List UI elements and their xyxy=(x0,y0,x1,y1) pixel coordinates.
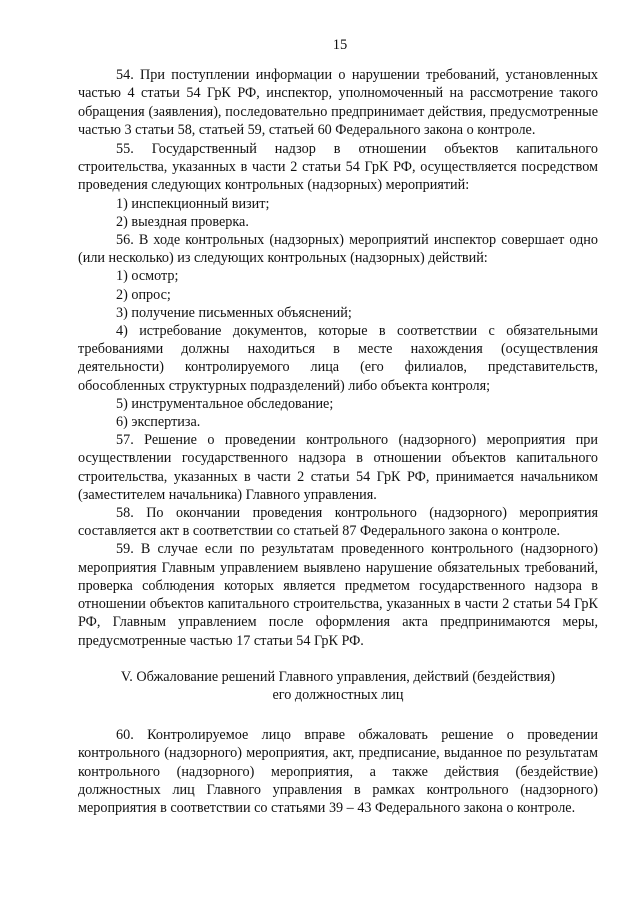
list-item-56-6: 6) экспертиза. xyxy=(116,414,201,431)
paragraph-57: 57. Решение о проведении контрольного (надзорного) мероприятия при осуществлении государственного надзора в отношении объектов капитального строительства, указанных в части 2 статьи 54 ГрК РФ, принимается начальником (заместителем начальника) Главного управления. xyxy=(78,432,598,503)
list-item-55-1: 1) инспекционный визит; xyxy=(116,195,270,212)
paragraph-55: 55. Государственный надзор в отношении объектов капитального строительства, указанных в части 2 статьи 54 ГрК РФ, осуществляется посредством проведения следующих контрольных (надзорных) мероприятий: xyxy=(78,141,598,194)
paragraph-58: 58. По окончании проведения контрольного (надзорного) мероприятия составляется акт в соответствии со статьей 87 Федерального закона о контроле. xyxy=(78,505,598,540)
paragraph-54: 54. При поступлении информации о нарушении требований, установленных частью 4 статьи 54 ГрК РФ, инспектор, уполномоченный на рассмотрение такого обращения (заявления), последовательно предпринимает действия, предусмотренные частью 3 статьи 58, статьей 59, статьей 60 Федерального закона о контроле. xyxy=(78,67,598,138)
paragraph-56: 56. В ходе контрольных (надзорных) мероприятий инспектор совершает одно (или несколько) из следующих контрольных (надзорных) действий: xyxy=(78,232,598,267)
list-item-56-3: 3) получение письменных объяснений; xyxy=(116,304,352,321)
list-item-56-4: 4) истребование документов, которые в соответствии с обязательными требованиями должны находиться в месте нахождения (осуществления деятельности) контролируемого лица (его филиалов, представительств, обособленных структурных подразделений) либо объекта контроля; xyxy=(78,323,598,394)
section-heading-line-1: V. Обжалование решений Главного управления, действий (бездействия) xyxy=(120,668,556,685)
document-page xyxy=(78,36,598,817)
section-heading-line-2: его должностных лиц xyxy=(272,686,404,703)
paragraph-60: 60. Контролируемое лицо вправе обжаловать решение о проведении контрольного (надзорного) мероприятия, акт, предписание, выданное по результатам контрольного (надзорного) мероприятия, а также действия (бездействие) должностных лиц Главного управления в рамках контрольного (надзорного) мероприятия в соответствии со статьями 39 – 43 Федерального закона о контроле. xyxy=(78,727,598,816)
list-item-55-2: 2) выездная проверка. xyxy=(116,213,249,230)
list-item-56-5: 5) инструментальное обследование; xyxy=(116,395,334,412)
list-item-56-2: 2) опрос; xyxy=(116,286,171,303)
list-item-56-1: 1) осмотр; xyxy=(116,268,179,285)
page-number: 15 xyxy=(332,37,348,53)
paragraph-59: 59. В случае если по результатам проведенного контрольного (надзорного) мероприятия Главным управлением выявлено нарушение обязательных требований, проверка соблюдения которых является предметом государственного надзора в отношении объектов капитального строительства, указанных в части 2 статьи 54 ГрК РФ, Главным управлением после оформления акта предпринимаются меры, предусмотренные частью 17 статьи 54 ГрК РФ. xyxy=(78,541,598,649)
